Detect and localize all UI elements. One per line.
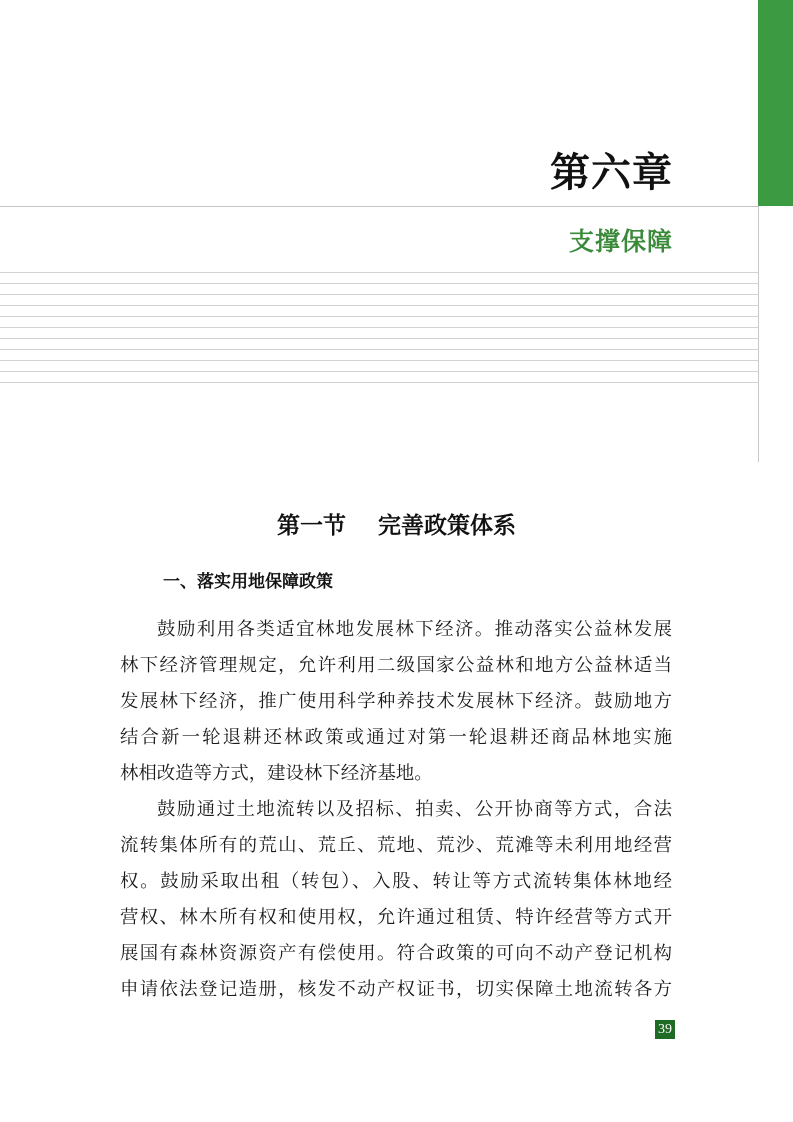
paragraph-line: 权。鼓励采取出租（转包）、入股、转让等方式流转集体林地经 (120, 871, 672, 892)
paragraph-line: 鼓励通过土地流转以及招标、拍卖、公开协商等方式，合法 (157, 799, 672, 820)
header-divider (0, 206, 759, 207)
page-number: 39 (655, 1020, 675, 1039)
chapter-subtitle: 支撑保障 (568, 227, 673, 256)
chapter-tab-marker (758, 0, 793, 206)
right-divider (758, 206, 759, 462)
section-title: 第一节 完善政策体系 (276, 512, 517, 539)
paragraph-line: 林下经济管理规定，允许利用二级国家公益林和地方公益林适当 (120, 655, 672, 676)
paragraph-line: 流转集体所有的荒山、荒丘、荒地、荒沙、荒滩等未利用地经营 (120, 835, 672, 856)
body-text (120, 612, 672, 1008)
paragraph-line: 申请依法登记造册，核发不动产权证书，切实保障土地流转各方 (120, 979, 672, 1000)
paragraph-line: 展国有森林资源资产有偿使用。符合政策的可向不动产登记机构 (120, 943, 672, 964)
chapter-title: 第六章 (550, 149, 673, 196)
paragraph-line: 林相改造等方式，建设林下经济基地。 (120, 763, 433, 784)
subsection-heading: 一、落实用地保障政策 (163, 572, 333, 592)
paragraph-line: 发展林下经济，推广使用科学种养技术发展林下经济。鼓励地方 (120, 691, 672, 712)
paragraph-line: 营权、林木所有权和使用权，允许通过租赁、特许经营等方式开 (120, 907, 672, 928)
paragraph-line: 结合新一轮退耕还林政策或通过对第一轮退耕还商品林地实施 (120, 727, 672, 748)
paragraph-line: 鼓励利用各类适宜林地发展林下经济。推动落实公益林发展 (157, 619, 672, 640)
